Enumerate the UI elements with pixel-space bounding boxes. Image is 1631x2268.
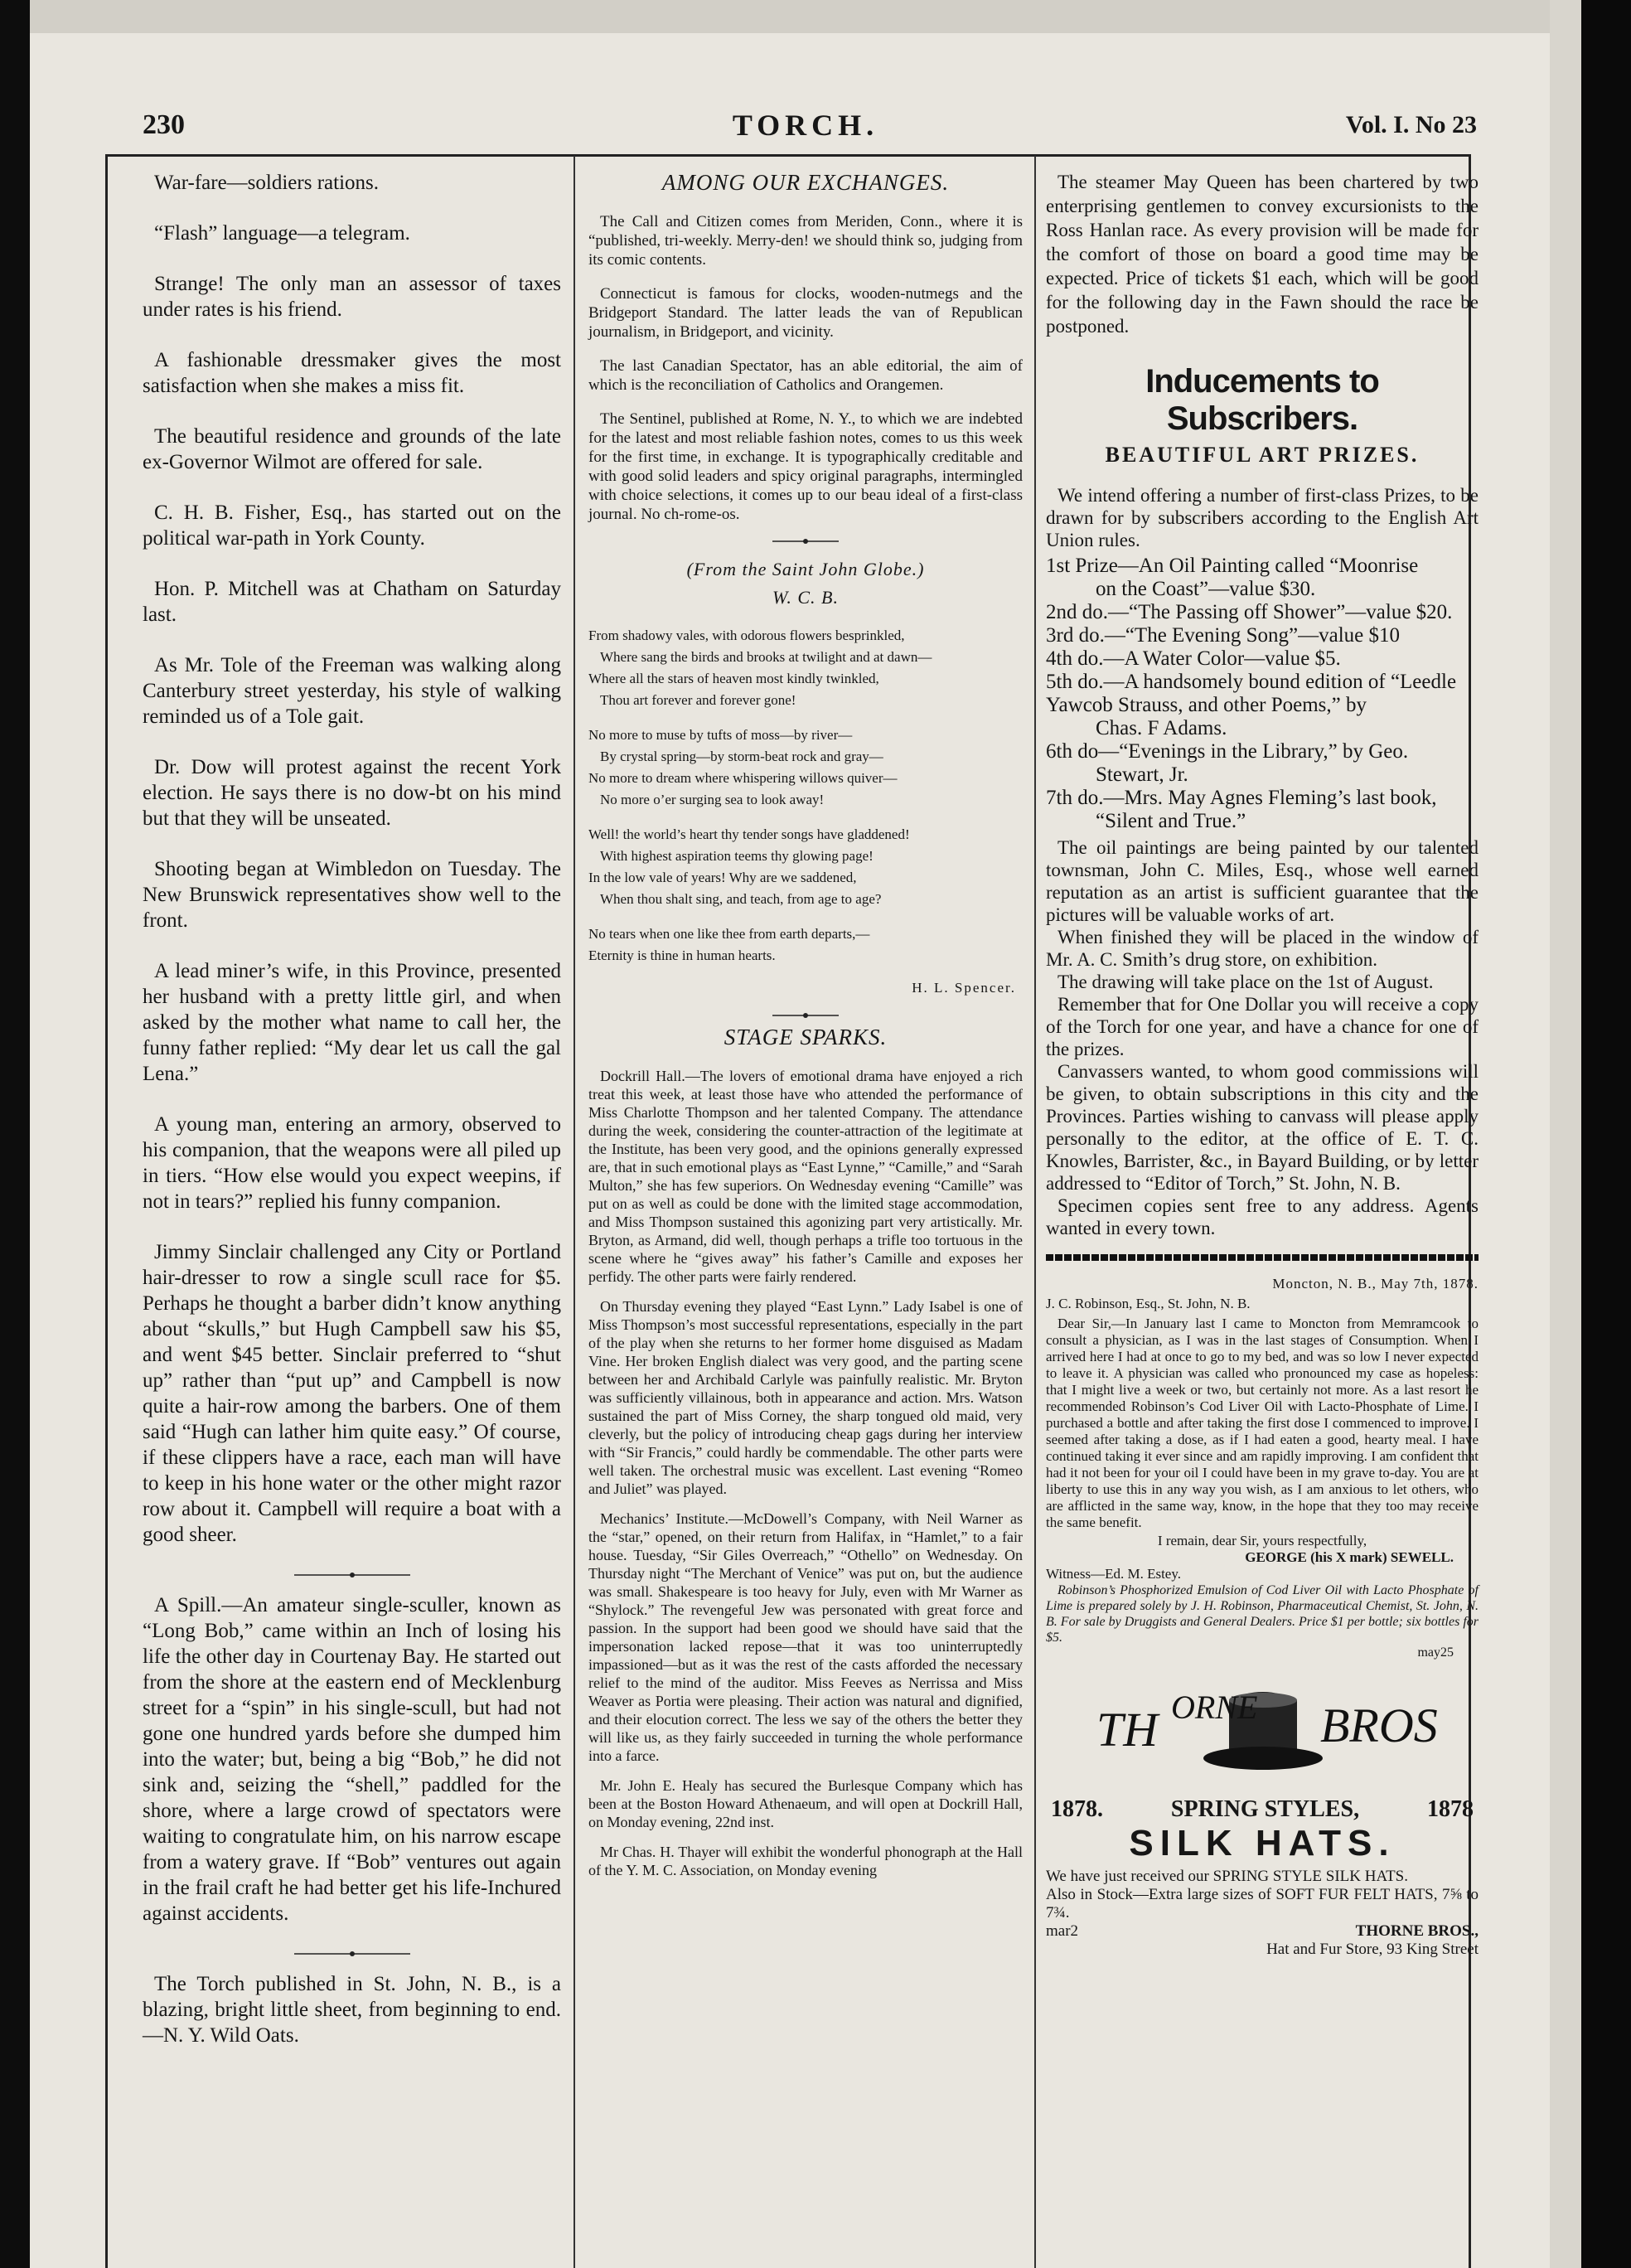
prize-line: 6th do—“Evenings in the Library,” by Geo. xyxy=(1046,740,1409,763)
poem-line: No more to dream where whispering willows quiver— xyxy=(588,770,898,786)
globe-heading: (From the Saint John Globe.) xyxy=(686,559,925,579)
ad-paragraph: Specimen copies sent free to any address. Agents wanted in every town. xyxy=(1046,1195,1479,1238)
page-right-margin xyxy=(1550,0,1581,2268)
column-1 xyxy=(143,170,561,2048)
poem-author: H. L. Spencer. xyxy=(912,980,1016,996)
prize-line: Stewart, Jr. xyxy=(1096,763,1188,786)
poem-stanza xyxy=(588,824,1023,910)
paragraph: The Sentinel, published at Rome, N. Y., to which we are indebted for the latest and most reliable fashion notes, comes to us this week for the first time, in exchange. It is typographically creditable and with good solid leaders and spicy original paragraphs, intermingled with choice selections, it comes up to our beau ideal of a first-class journal. No ch-rome-os. xyxy=(588,410,1023,523)
letter-footer: Robinson’s Phosphorized Emulsion of Cod Liver Oil with Lacto Phosphate of Lime is prepared solely by J. H. Robinson, Pharmaceutical Chemist, St. John, N. B. For sale by Druggists and General Dealers. Price $1 per bottle; six bottles for $5. xyxy=(1046,1583,1479,1645)
silk-hats-title: SILK HATS. xyxy=(1129,1823,1396,1863)
prize-line: 7th do.—Mrs. May Agnes Fleming’s last book, xyxy=(1046,787,1437,809)
ad-address: Hat and Fur Store, 93 King Street xyxy=(1266,1941,1479,1958)
poem-line: Thou art forever and forever gone! xyxy=(600,692,796,708)
ornament-divider xyxy=(294,1951,410,1956)
ad-paragraph: Remember that for One Dollar you will receive a copy of the Torch for one year, and have a chance for one of the prizes. xyxy=(1046,994,1479,1059)
paragraph: A fashionable dressmaker gives the most satisfaction when she makes a miss fit. xyxy=(143,349,561,397)
paragraph: As Mr. Tole of the Freeman was walking along Canterbury street yesterday, his style of walking reminded us of a Tole gait. xyxy=(143,654,561,728)
page-number: 230 xyxy=(143,109,185,140)
year-left: 1878. xyxy=(1051,1796,1103,1822)
ad-paragraph: When finished they will be placed in the window of Mr. A. C. Smith’s drug store, on exhibition. xyxy=(1046,927,1479,970)
prize-line: 1st Prize—An Oil Painting called “Moonrise xyxy=(1046,555,1419,577)
silk-ad-body: We have just received our SPRING STYLE SILK HATS. xyxy=(1046,1868,1408,1885)
ornament-divider xyxy=(294,1573,410,1577)
stage-heading: STAGE SPARKS. xyxy=(724,1025,888,1049)
paragraph: Strange! The only man an assessor of taxes under rates is his friend. xyxy=(143,273,561,321)
prize-line: on the Coast”—value $30. xyxy=(1096,578,1316,600)
poem-line: From shadowy vales, with odorous flowers besprinkled, xyxy=(588,628,905,643)
letter-date: Moncton, N. B., May 7th, 1878. xyxy=(1272,1276,1479,1292)
scan-top-margin xyxy=(30,0,1550,33)
ad-paragraph: The oil paintings are being painted by our talented townsman, John C. Miles, Esq., whose well earned reputation as an artist is sufficient guarantee that the pictures will be valuable works of art. xyxy=(1046,837,1479,925)
scan-right-border xyxy=(1581,0,1631,2268)
year-right: 1878 xyxy=(1427,1796,1474,1822)
paragraph: On Thursday evening they played “East Lynn.” Lady Isabel is one of Miss Thompson’s most successful representations, especially in the part of the play when she returns to her former home disguised as Madam Vine. Her broken English dialect was very good, and the parting scene between her and Archibald Carlyle was painfully realistic. Mr. Bryton was sufficiently villainous, both in appearance and action. Mrs. Watson sustained the part of Miss Corney, the sharp tongued old maid, very cleverly, but the policy of introducing cheap gags during her interview with “Sir Francis,” could hardly be commendable. The other parts were well taken. The orchestral music was excellent. Last evening “Romeo and Juliet” was played. xyxy=(588,1298,1023,1497)
ad-title: Inducements to Subscribers. xyxy=(1145,363,1379,437)
column-2 xyxy=(588,170,1023,1879)
letter-witness: Witness—Ed. M. Estey. xyxy=(1046,1566,1182,1582)
ad-paragraph: The drawing will take place on the 1st of August. xyxy=(1057,972,1434,992)
poem-line: No tears when one like thee from earth departs,— xyxy=(588,926,870,942)
page-header xyxy=(143,108,1477,146)
exchanges-heading: AMONG OUR EXCHANGES. xyxy=(661,170,950,195)
steamer-paragraph: The steamer May Queen has been chartered by two enterprising gentlemen to convey excursionists to the Ross Hanlan race. As every provision will be made for the comfort of those on board a good time may be expected. Price of tickets $1 each, which will be good for the following day in the Fawn should the race be postponed. xyxy=(1046,172,1479,337)
poem-line: Well! the world’s heart thy tender songs have gladdened! xyxy=(588,826,910,842)
paragraph: A young man, entering an armory, observed to his companion, that the weapons were all piled up in tiers. “How else would you expect weepins, if not in tears?” replied his funny companion. xyxy=(143,1113,561,1213)
thorne-bros-logo xyxy=(1080,1667,1445,1791)
prize-line: 4th do.—A Water Color—value $5. xyxy=(1046,647,1341,670)
poem-line: Where all the stars of heaven most kindly twinkled, xyxy=(588,671,879,686)
poem-line: When thou shalt sing, and teach, from age to age? xyxy=(600,891,882,907)
svg-text:BROS: BROS xyxy=(1320,1699,1438,1752)
paragraph: Jimmy Sinclair challenged any City or Portland hair-dresser to row a single scull race for $5. Perhaps he thought a barber didn’t know anything about “skulls,” but Hugh Campbell saw his $5, and went $45 better. Sinclair preferred to “shut up” rather than “put up” and Campbell is now quite a hair-row among the barbers. One of them said “Hugh can lather him quite easy.” Of course, if these clippers have a race, each man will have to keep in his hone water or the other might razor row about it. Campbell will require a boat with a good sheer. xyxy=(143,1241,561,1546)
poem-stanza xyxy=(588,923,1023,967)
masthead: TORCH. xyxy=(732,109,879,142)
poem-stanza xyxy=(588,724,1023,811)
paragraph: The beautiful residence and grounds of the late ex-Governor Wilmot are offered for sale. xyxy=(143,425,561,473)
poem-line: With highest aspiration teems thy glowing page! xyxy=(600,848,874,864)
paragraph: Dr. Dow will protest against the recent York election. He says there is no dow-bt on his mind but that they will be unseated. xyxy=(143,756,561,830)
paragraph: A lead miner’s wife, in this Province, presented her husband with a pretty little girl, and when asked by the mother what name to call her, the funny father replied: “My dear let us call the gal Lena.” xyxy=(143,960,561,1085)
ad-firm: THORNE BROS., xyxy=(1355,1922,1479,1940)
paragraph: C. H. B. Fisher, Esq., has started out on the political war-path in York County. xyxy=(143,502,561,550)
spring-styles-line xyxy=(1051,1796,1474,1823)
poem-line: In the low vale of years! Why are we saddened, xyxy=(588,870,857,885)
paragraph: The last Canadian Spectator, has an able editorial, the aim of which is the reconciliation of Catholics and Orangemen. xyxy=(588,357,1023,394)
paragraph: Connecticut is famous for clocks, wooden-nutmegs and the Bridgeport Standard. The latter leads the van of Republican journalism, in Bridgeport, and vicinity. xyxy=(588,285,1023,341)
thick-rule xyxy=(1046,1254,1479,1261)
paragraph: Mr Chas. H. Thayer will exhibit the wonderful phonograph at the Hall of the Y. M. C. Association, on Monday evening xyxy=(588,1844,1023,1878)
column-3 xyxy=(1046,170,1479,1959)
column-divider-1 xyxy=(574,156,575,2268)
prize-line: Chas. F Adams. xyxy=(1096,717,1227,739)
ad-intro: We intend offering a number of first-class Prizes, to be drawn for by subscribers according to the English Art Union rules. xyxy=(1046,485,1479,550)
paragraph: Dockrill Hall.—The lovers of emotional drama have enjoyed a rich treat this week, at least those have who attended the performance of Miss Charlotte Thompson and her talented Company. The attendance during the week, considering the counter-attraction of the legitimate at the Institute, has been very good, and the opinions generally expressed are, that in such emotional plays as “East Lynne,” “Camille,” and “Sarah Multon,” she has few superiors. On Wednesday evening “Camille” was put on as well as could be done with the limited stage accommodation, and Miss Thompson sustained this agonizing part very artistically. Mr. Bryton, as Armand, did well, though perhaps a trifle too tortuous in the scene where he “gives away” his father’s Camille and exposes her perfidy. The other parts were fairly rendered. xyxy=(588,1068,1023,1285)
ad-code: may25 xyxy=(1417,1645,1454,1660)
svg-text:TH: TH xyxy=(1096,1703,1159,1757)
poem-stanza xyxy=(588,625,1023,711)
ad-subtitle: BEAUTIFUL ART PRIZES. xyxy=(1105,443,1420,467)
paragraph: Mechanics’ Institute.—McDowell’s Company, with Neil Warner as the “star,” opened, on their return from Halifax, in “Hamlet,” to a fair house. Tuesday, “Sir Giles Overreach,” “Othello” on Wednesday. On Thursday night “The Merchant of Venice” was put on, but the audience was small. Shakespeare is too heavy for July, even with Mr Warner as “Shylock.” The revengeful Jew was personated with great force and passion. In the support had been good we should have said that the impersonation lacked repose—that it was too uninterruptedly impassioned—but as it was the rest of the casts afforded the necessary relief to the mind of the auditor. Miss Feeves as Nerrissa and Miss Weaver as Portia were pleasing. Their action was natural and dignified, and their elocution correct. The less we say of the others the better they will like us, as they fairly succeeded in turning the whole performance into a farce. xyxy=(588,1510,1023,1764)
poem-line: No more o’er surging sea to look away! xyxy=(600,792,825,807)
poem-line: Eternity is thine in human hearts. xyxy=(588,947,776,963)
letter-recipient: J. C. Robinson, Esq., St. John, N. B. xyxy=(1046,1296,1251,1311)
paragraph: The Call and Citizen comes from Meriden, Conn., where it is “published, tri-weekly. Merry-den! we should think so, judging from its comic contents. xyxy=(588,213,1023,269)
silk-ad-firm-line xyxy=(1046,1922,1479,1941)
prize-line: “Silent and True.” xyxy=(1096,810,1246,832)
ornament-divider xyxy=(748,539,864,544)
ornament-divider xyxy=(748,1013,864,1018)
letter-closing: I remain, dear Sir, yours respectfully, xyxy=(1157,1533,1367,1548)
paragraph: Mr. John E. Healy has secured the Burlesque Company which has been at the Boston Howard Athenaeum, and will open at Dockrill Hall, on Monday evening, 22nd inst. xyxy=(588,1777,1023,1830)
poem-line: Where sang the birds and brooks at twilight and at dawn— xyxy=(600,649,932,665)
paragraph: Hon. P. Mitchell was at Chatham on Saturday last. xyxy=(143,578,561,626)
prize-line: 2nd do.—“The Passing off Shower”—value $20. xyxy=(1046,601,1453,623)
poem-line: No more to muse by tufts of moss—by river— xyxy=(588,727,853,743)
paragraph: War-fare—soldiers rations. xyxy=(154,172,379,194)
poem-line: By crystal spring—by storm-beat rock and gray— xyxy=(600,749,883,764)
letter-body: Dear Sir,—In January last I came to Moncton from Memramcook to consult a physician, as I was in the last stages of Consumption. When I arrived here I had at once to go to my bed, and was so low I never expected to leave it. A physician was called who pronounced my case as hopeless: that I might live a week or two, but certainly not more. As a last resort he recommended Robinson’s Cod Liver Oil with Lacto-Phosphate of Lime. I purchased a bottle and after taking the first dose I commenced to improve. I seemed after taking a dose, as if I had eaten a good, hearty meal. I have continued taking it ever since and am rapidly improving. I am confident that had it not been for your oil I could have been in my grave to-day. You are at liberty to use this in any way you wish, as I am anxious to let others, who are afflicted in the same way, know, in the hope that they too may receive the same benefit. xyxy=(1046,1316,1479,1530)
prize-line: 3rd do.—“The Evening Song”—value $10 xyxy=(1046,624,1400,647)
spring-styles-title: SPRING STYLES, xyxy=(1170,1796,1360,1822)
svg-text:ORNE: ORNE xyxy=(1171,1689,1258,1726)
silk-ad-body: Also in Stock—Extra large sizes of SOFT FUR FELT HATS, 7⅝ to 7¾. xyxy=(1046,1886,1479,1922)
prize-line: 5th do.—A handsomely bound edition of “Leedle Yawcob Strauss, and other Poems,” by xyxy=(1046,671,1457,716)
scan-left-border xyxy=(0,0,30,2268)
ad-code: mar2 xyxy=(1046,1922,1079,1940)
paragraph: Shooting began at Wimbledon on Tuesday. The New Brunswick representatives show well to the front. xyxy=(143,858,561,932)
ad-paragraph: Canvassers wanted, to whom good commissions will be given, to obtain subscriptions in this city and the Provinces. Parties wishing to canvass will please apply personally to the editor, at the office of E. T. C. Knowles, Barrister, &c., in Bayard Building, or by letter addressed to “Editor of Torch,” St. John, N. B. xyxy=(1046,1061,1479,1194)
volume-number: Vol. I. No 23 xyxy=(1345,111,1477,138)
poem-title: W. C. B. xyxy=(772,587,839,608)
paragraph: “Flash” language—a telegram. xyxy=(154,222,410,245)
paragraph: The Torch published in St. John, N. B., is a blazing, bright little sheet, from beginning to end.—N. Y. Wild Oats. xyxy=(143,1973,561,2047)
letter-signature: GEORGE (his X mark) SEWELL. xyxy=(1245,1549,1454,1565)
paragraph: A Spill.—An amateur single-sculler, known as “Long Bob,” came within an Inch of losing his life the other day in Courtenay Bay. He started out from the shore at the eastern end of Mecklenburg street for a “spin” in his single-scull, but had not gone one hundred yards before she dumped him into the water; but, being a big “Bob,” he did not sink and, seizing the “shell,” paddled for the shore, where a large crowd of spectators were waiting to congratulate him, on his narrow escape from a watery grave. If “Bob” ventures out again in the frail craft he had better get his life-Inchured against accidents. xyxy=(143,1594,561,1925)
column-divider-2 xyxy=(1034,156,1036,2268)
